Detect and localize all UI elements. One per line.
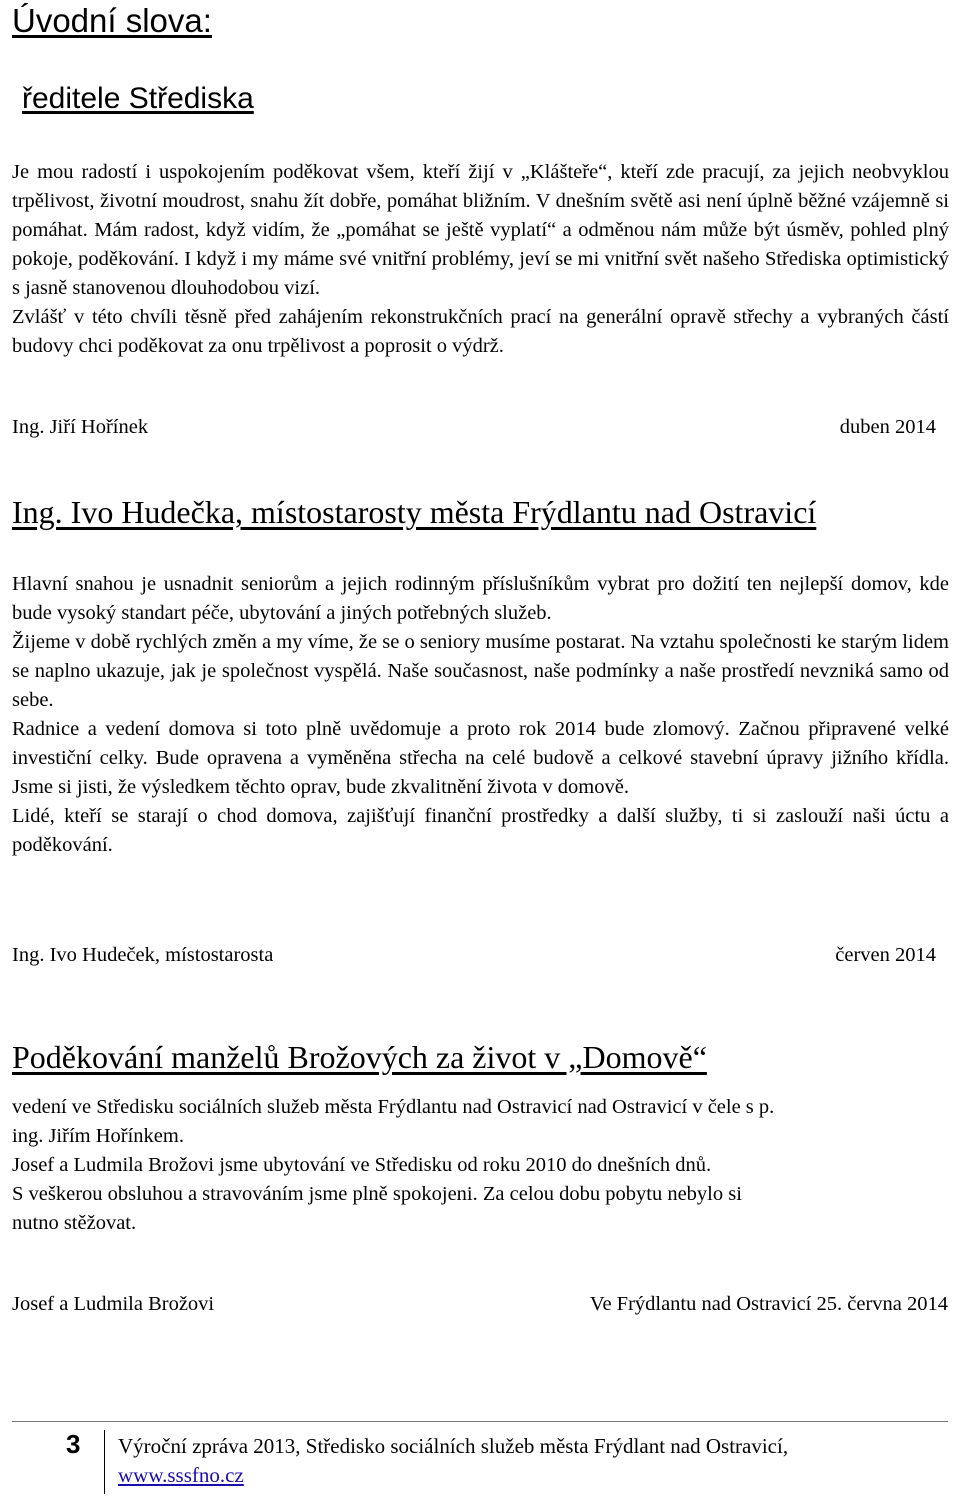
text-line: Josef a Ludmila Brožovi jsme ubytování ve Středisku od roku 2010 do dnešních dnů.	[12, 1154, 712, 1176]
footer-text	[118, 1432, 788, 1490]
paragraph: Radnice a vedení domova si toto plně uvědomuje a proto rok 2014 bude zlomový. Začnou připravené velké investiční celky. Bude opravena a vyměněna střecha na celé budově a celkové stavební úpravy jižního křídla. Jsme si jisti, že výsledkem těchto oprav, bude zkvalitnění života v domově.	[12, 718, 949, 798]
signature-row	[12, 941, 936, 970]
signature-row	[12, 413, 936, 442]
signature-date: Ve Frýdlantu nad Ostravicí 25. června 2014	[589, 1293, 948, 1315]
footer-website-link[interactable]: www.sssfno.cz	[118, 1463, 244, 1487]
intro-text	[12, 158, 949, 361]
paragraph: Je mou radostí i uspokojením poděkovat všem, kteří žijí v „Klášteře“, kteří zde pracují, za jejich neobvyklou trpělivost, životní moudrost, snahu žít dobře, pomáhat bližním. V dnešním světě asi není úplně běžné vzájemně si pomáhat. Mám radost, když vidím, že „pomáhat se ještě vyplatí“ a odměnou nám může být úsměv, pohled plný pokoje, poděkování. I když i my máme své vnitřní problémy, jeví se mi vnitřní svět našeho Střediska optimistický s jasně stanovenou dlouhodobou vizí.	[12, 161, 949, 299]
signature-row	[12, 1290, 948, 1319]
paragraph: Hlavní snahou je usnadnit seniorům a jejich rodinným příslušníkům vybrat pro dožití ten nejlepší domov, kde bude vysoký standart péče, ubytování a jiných potřebných služeb.	[12, 573, 949, 624]
footer-caption: Výroční zpráva 2013, Středisko sociálních služeb města Frýdlant nad Ostravicí,	[118, 1434, 789, 1458]
vice-mayor-text	[12, 570, 949, 860]
signature-date: duben 2014	[839, 416, 936, 438]
paragraph: Lidé, kteří se starají o chod domova, zajišťují finanční prostředky a další služby, ti si zaslouží naši úctu a poděkování.	[12, 805, 949, 856]
signature-name: Ing. Ivo Hudeček, místostarosta	[12, 944, 274, 966]
page-number: 3	[66, 1429, 81, 1459]
signature-date: červen 2014	[835, 944, 936, 966]
footer-divider	[12, 1421, 948, 1422]
thanks-text	[12, 1093, 774, 1238]
signature-name: Josef a Ludmila Brožovi	[12, 1293, 215, 1315]
paragraph: Žijeme v době rychlých změn a my víme, že se o seniory musíme postarat. Na vztahu společnosti ke starým lidem se naplno ukazuje, jak je společnost vyspělá. Naše současnost, naše podmínky a naše prostředí nevzniká samo od sebe.	[12, 631, 949, 711]
section-subtitle: ředitele Střediska	[22, 82, 254, 115]
signature-name: Ing. Jiří Hořínek	[12, 416, 149, 438]
section-title: Ing. Ivo Hudečka, místostarosty města Frýdlantu nad Ostravicí	[12, 494, 817, 530]
text-line: ing. Jiřím Hořínkem.	[12, 1125, 184, 1147]
text-line: S veškerou obsluhou a stravováním jsme plně spokojeni. Za celou dobu pobytu nebylo si	[12, 1183, 742, 1205]
text-line: vedení ve Středisku sociálních služeb města Frýdlantu nad Ostravicí nad Ostravicí v čele s p.	[12, 1096, 775, 1118]
text-line: nutno stěžovat.	[12, 1212, 137, 1234]
page-title: Úvodní slova:	[12, 2, 212, 39]
footer-separator	[104, 1430, 105, 1494]
paragraph: Zvlášť v této chvíli těsně před zahájením rekonstrukčních prací na generální opravě střechy a vybraných částí budovy chci poděkovat za onu trpělivost a poprosit o výdrž.	[12, 306, 949, 357]
section-title: Poděkování manželů Brožových za život v „Domově“	[12, 1039, 707, 1075]
